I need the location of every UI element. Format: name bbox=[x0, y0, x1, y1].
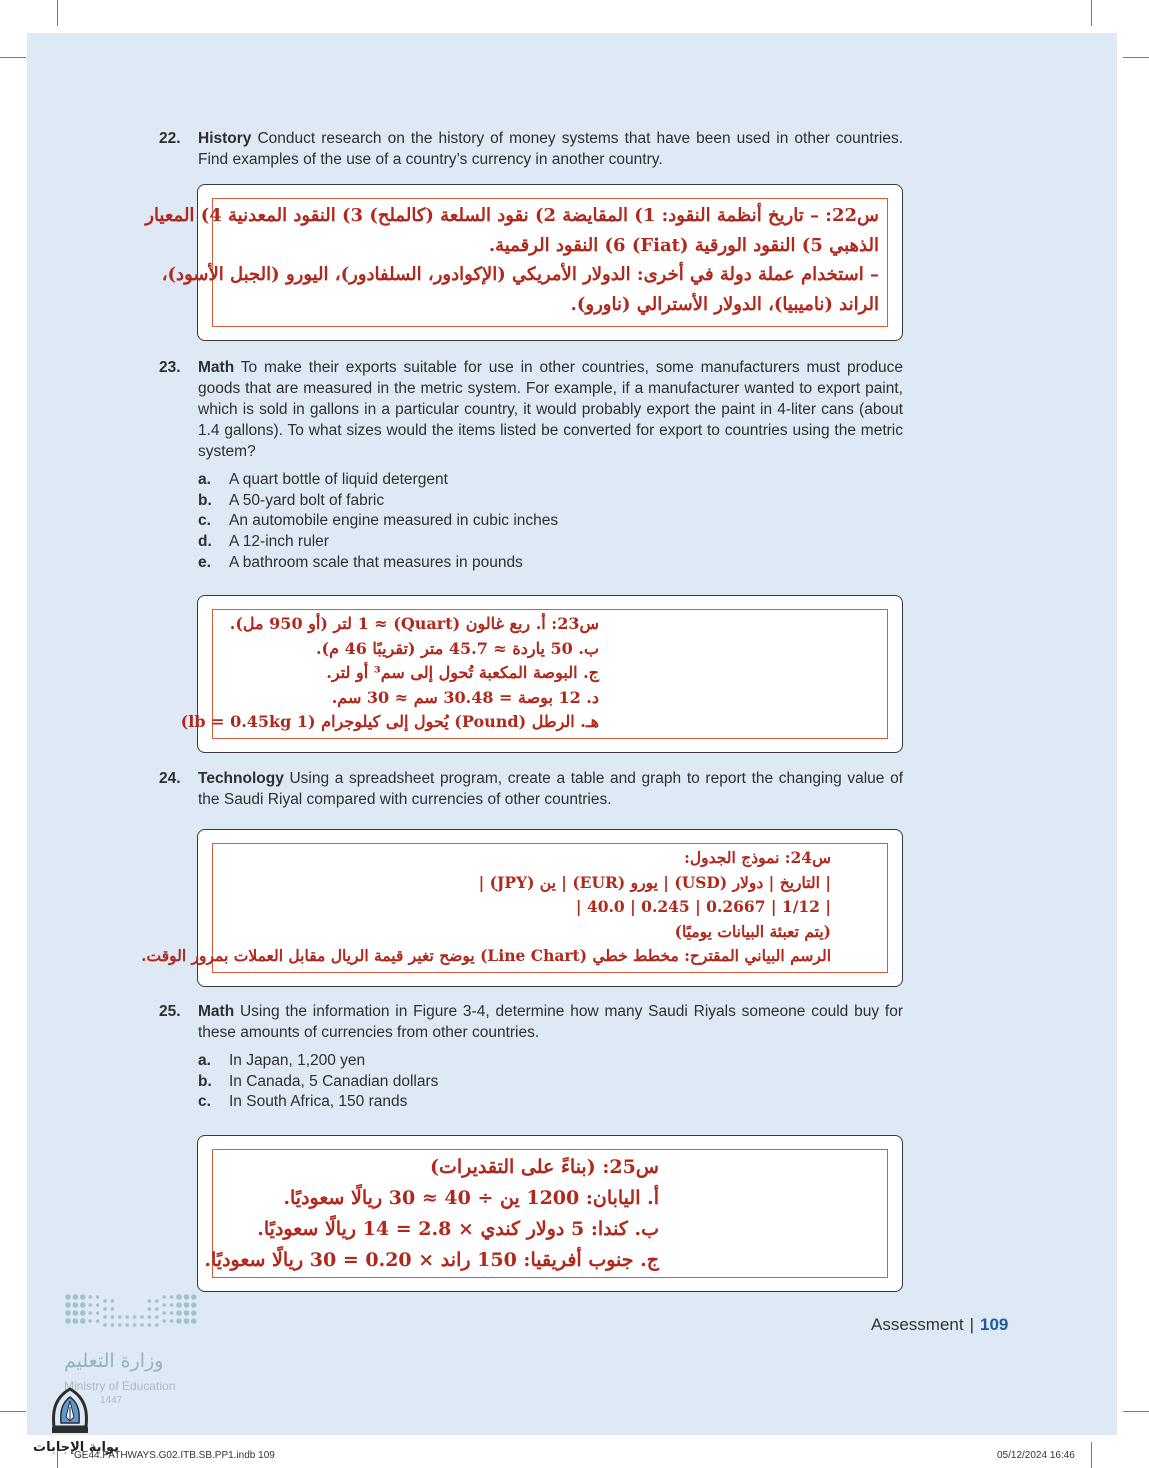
logo-dot bbox=[170, 1319, 174, 1323]
logo-dot bbox=[88, 1319, 92, 1323]
logo-dot bbox=[80, 1318, 86, 1324]
item-text: A bathroom scale that measures in pounds bbox=[229, 553, 523, 571]
logo-dot bbox=[80, 1294, 86, 1300]
item-text: In South Africa, 150 rands bbox=[229, 1093, 408, 1111]
page-footer bbox=[871, 1315, 1008, 1335]
question-items bbox=[198, 1051, 903, 1113]
item-letter: b. bbox=[198, 1072, 212, 1090]
list-item bbox=[198, 470, 903, 491]
logo-dot bbox=[125, 1323, 129, 1327]
question-text bbox=[198, 1001, 903, 1043]
logo-dot bbox=[184, 1294, 190, 1300]
answer-line: س25: (بناءً على التقديرات) bbox=[429, 1156, 659, 1178]
logo-dot bbox=[88, 1311, 92, 1315]
crop-mark bbox=[0, 57, 26, 58]
question-22 bbox=[159, 128, 903, 170]
item-letter: d. bbox=[198, 533, 212, 551]
print-slug-file: GE44.PATHWAYS.G02.ITB.SB.PP1.indb 109 bbox=[74, 1450, 275, 1461]
item-letter: a. bbox=[198, 1052, 211, 1069]
list-item bbox=[198, 553, 903, 574]
answer-box-23 bbox=[180, 595, 903, 753]
logo-dot bbox=[96, 1295, 100, 1299]
ministry-logo-dots-icon bbox=[64, 1293, 200, 1333]
question-number: 22. bbox=[159, 130, 181, 147]
logo-dot bbox=[80, 1310, 86, 1316]
logo-dot bbox=[170, 1295, 174, 1299]
answer-24 bbox=[141, 843, 888, 973]
answer-22 bbox=[145, 198, 888, 327]
question-23 bbox=[159, 357, 903, 574]
logo-dot bbox=[191, 1310, 197, 1316]
logo-dot bbox=[103, 1307, 107, 1311]
crop-mark bbox=[1123, 57, 1149, 58]
logo-dot bbox=[96, 1319, 100, 1323]
logo-dot bbox=[65, 1318, 71, 1324]
answer-line: ج. البوصة المكعبة تُحول إلى سم³ أو لتر. bbox=[326, 663, 599, 682]
logo-dot bbox=[73, 1294, 79, 1300]
item-letter: c. bbox=[198, 1093, 211, 1111]
logo-dot bbox=[162, 1319, 166, 1323]
answer-25 bbox=[204, 1149, 888, 1278]
answer-box-24 bbox=[141, 829, 903, 987]
answer-line: س23: أ. ربع غالون (Quart) ≈ 1 لتر (أو 950 مل). bbox=[229, 614, 599, 633]
logo-dot bbox=[176, 1310, 182, 1316]
logo-dot bbox=[96, 1303, 100, 1307]
answer-line: د. 12 بوصة = 30.48 سم ≈ 30 سم. bbox=[331, 687, 599, 707]
pen-emblem-icon bbox=[48, 1387, 92, 1437]
item-letter: e. bbox=[198, 553, 211, 571]
logo-dot bbox=[103, 1323, 107, 1327]
logo-dot bbox=[176, 1318, 182, 1324]
answer-line: هـ. الرطل (Pound) يُحول إلى كيلوجرام (1 lb = 0.45kg) bbox=[180, 712, 599, 731]
question-body: Using a spreadsheet program, create a table and graph to report the changing value of the Saudi Riyal compared with currencies of other countries. bbox=[198, 770, 903, 808]
crop-mark bbox=[1091, 1442, 1092, 1468]
question-25 bbox=[159, 1001, 903, 1113]
question-subject: Math bbox=[198, 1003, 235, 1020]
answer-line: أ. اليابان: 1200 ين ÷ 40 ≈ 30 ريالًا سعوديًا. bbox=[283, 1187, 659, 1209]
logo-dot bbox=[184, 1302, 190, 1308]
answer-line: الذهبي 5) النقود الورقية (Fiat) 6) النقود الرقمية. bbox=[488, 234, 879, 256]
logo-dot bbox=[191, 1302, 197, 1308]
logo-dot bbox=[80, 1302, 86, 1308]
answer-line: ب. كندا: 5 دولار كندي × 2.8 = 14 ريالًا سعوديًا. bbox=[257, 1218, 659, 1240]
question-body: To make their exports suitable for use in other countries, some manufacturers must produce goods that are measured in the metric system. For example, if a manufacturer wanted to export paint, which is sold in gallons in a particular country, it would probably export the paint in 4-liter cans (about 1.4 gallons). To what sizes would the items listed be converted for export to countries using the metric system? bbox=[198, 359, 903, 460]
answer-line: (يتم تعبئة البيانات يوميًا) bbox=[674, 921, 831, 941]
logo-dot bbox=[162, 1295, 166, 1299]
answer-line: | التاريخ | دولار (USD) | يورو (EUR) | ين (JPY) | bbox=[478, 872, 831, 892]
item-text: A quart bottle of liquid detergent bbox=[229, 471, 448, 488]
watermark-text: بوابة الإجابات bbox=[33, 1440, 119, 1455]
question-body: Using the information in Figure 3-4, determine how many Saudi Riyals someone could buy for these amounts of currencies from other countries. bbox=[198, 1003, 903, 1041]
logo-dot bbox=[111, 1307, 115, 1311]
logo-dot bbox=[103, 1315, 107, 1319]
logo-dot bbox=[140, 1315, 144, 1319]
logo-dot bbox=[176, 1302, 182, 1308]
logo-dot bbox=[96, 1311, 100, 1315]
logo-dot bbox=[155, 1323, 159, 1327]
answer-line: الرسم البياني المقترح: مخطط خطي (Line Chart) يوضح تغير قيمة الريال مقابل العملات بمرور الوقت. bbox=[141, 946, 831, 965]
crop-mark bbox=[1091, 0, 1092, 26]
logo-dot bbox=[111, 1323, 115, 1327]
logo-dot bbox=[155, 1307, 159, 1311]
logo-dot bbox=[155, 1315, 159, 1319]
question-24 bbox=[159, 768, 903, 810]
print-slug-date: 05/12/2024 16:46 bbox=[997, 1450, 1075, 1461]
question-number: 23. bbox=[159, 359, 181, 376]
logo-dot bbox=[176, 1294, 182, 1300]
logo-dot bbox=[118, 1315, 122, 1319]
logo-dot bbox=[73, 1302, 79, 1308]
question-number: 24. bbox=[159, 770, 181, 787]
item-letter: c. bbox=[198, 512, 211, 530]
footer-section: Assessment bbox=[871, 1315, 964, 1334]
item-letter: a. bbox=[198, 471, 211, 488]
logo-dot bbox=[65, 1302, 71, 1308]
logo-dot bbox=[111, 1299, 115, 1303]
logo-dot bbox=[133, 1315, 137, 1319]
logo-dot bbox=[125, 1315, 129, 1319]
ministry-year: 1447 bbox=[100, 1395, 123, 1406]
item-text: In Japan, 1,200 yen bbox=[229, 1052, 366, 1069]
answer-23 bbox=[180, 609, 888, 739]
item-text: In Canada, 5 Canadian dollars bbox=[229, 1072, 439, 1090]
list-item bbox=[198, 1072, 903, 1093]
logo-dot bbox=[148, 1307, 152, 1311]
logo-dot bbox=[65, 1294, 71, 1300]
logo-dot bbox=[88, 1303, 92, 1307]
item-text: An automobile engine measured in cubic inches bbox=[229, 512, 559, 530]
logo-dot bbox=[148, 1315, 152, 1319]
logo-dot bbox=[88, 1295, 92, 1299]
list-item bbox=[198, 1092, 903, 1113]
logo-dot bbox=[118, 1323, 122, 1327]
ministry-name-arabic: وزارة التعليم bbox=[64, 1350, 164, 1372]
logo-dot bbox=[73, 1310, 79, 1316]
logo-dot bbox=[162, 1311, 166, 1315]
question-text bbox=[198, 768, 903, 810]
item-text: A 50-yard bolt of fabric bbox=[229, 491, 385, 509]
answer-line: س22: – تاريخ أنظمة النقود: 1) المقايضة 2) نقود السلعة (كالملح) 3) النقود المعدنية 4) المعيار bbox=[145, 205, 879, 226]
list-item bbox=[198, 1051, 903, 1072]
logo-dot bbox=[170, 1303, 174, 1307]
question-text bbox=[198, 357, 903, 462]
page-number: 109 bbox=[980, 1315, 1009, 1334]
logo-dot bbox=[184, 1310, 190, 1316]
logo-dot bbox=[162, 1303, 166, 1307]
question-items bbox=[198, 470, 903, 574]
list-item bbox=[198, 491, 903, 512]
answer-line: س24: نموذج الجدول: bbox=[684, 848, 831, 867]
crop-mark bbox=[1123, 1411, 1149, 1412]
logo-dot bbox=[73, 1318, 79, 1324]
question-subject: Technology bbox=[198, 770, 284, 787]
logo-dot bbox=[148, 1323, 152, 1327]
answer-line: | 1/12 | 0.2667 | 0.245 | 40.0 | bbox=[575, 897, 831, 916]
question-text bbox=[198, 128, 903, 170]
answer-line: الراند (ناميبيا)، الدولار الأسترالي (ناورو). bbox=[570, 293, 879, 315]
answer-line: ب. 50 ياردة ≈ 45.7 متر (تقريبًا 46 م). bbox=[315, 638, 599, 658]
ministry-name-english: Ministry of Education bbox=[64, 1379, 176, 1393]
question-number: 25. bbox=[159, 1003, 181, 1020]
logo-dot bbox=[184, 1318, 190, 1324]
logo-dot bbox=[191, 1318, 197, 1324]
logo-dot bbox=[148, 1299, 152, 1303]
answer-box-22 bbox=[145, 184, 903, 341]
crop-mark bbox=[57, 0, 58, 26]
item-letter: b. bbox=[198, 491, 212, 509]
logo-dot bbox=[111, 1315, 115, 1319]
question-subject: Math bbox=[198, 359, 235, 376]
answer-box-25 bbox=[197, 1135, 903, 1292]
logo-dot bbox=[155, 1299, 159, 1303]
question-subject: History bbox=[198, 130, 252, 147]
logo-dot bbox=[133, 1323, 137, 1327]
footer-separator: | bbox=[969, 1315, 975, 1334]
logo-dot bbox=[191, 1294, 197, 1300]
logo-dot bbox=[103, 1299, 107, 1303]
logo-dot bbox=[65, 1310, 71, 1316]
crop-mark bbox=[0, 1411, 26, 1412]
answer-line: – استخدام عملة دولة في أخرى: الدولار الأمريكي (الإكوادور، السلفادور)، اليورو (الجبل الأسود)، bbox=[161, 264, 879, 285]
logo-dot bbox=[170, 1311, 174, 1315]
list-item bbox=[198, 511, 903, 532]
list-item bbox=[198, 532, 903, 553]
answer-line: ج. جنوب أفريقيا: 150 راند × 0.20 = 30 ريالًا سعوديًا. bbox=[204, 1249, 659, 1271]
logo-dot bbox=[140, 1323, 144, 1327]
item-text: A 12-inch ruler bbox=[229, 533, 329, 551]
question-body: Conduct research on the history of money systems that have been used in other countries. Find examples of the use of a country’s currency in another country. bbox=[198, 130, 903, 168]
